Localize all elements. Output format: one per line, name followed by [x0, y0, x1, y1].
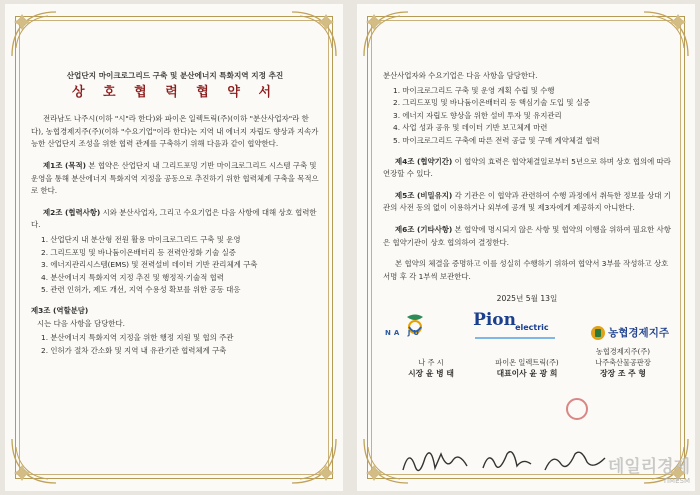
left-page-body — [31, 70, 319, 365]
signer-naju — [383, 346, 479, 379]
naju-city-logo — [385, 314, 445, 340]
corner-ornament-icon — [640, 8, 692, 60]
list-item: 2. 그리드포밍 및 바나듐이온배터리 등 전력안정화 기술 실증 — [41, 247, 236, 257]
article-3 — [31, 305, 319, 318]
signing-date: 2025년 5월 13일 — [496, 294, 558, 304]
signer-org: 농협경제지주(주) 나주축산물공판장 — [595, 346, 651, 367]
list-item: 2. 인허가 절차 간소화 및 지역 내 유관기관 협력체계 구축 — [41, 345, 227, 355]
corner-ornament-icon — [360, 8, 412, 60]
handwritten-signatures — [395, 440, 615, 482]
article-3-list-continued — [393, 85, 671, 148]
signer-name: 대표이사 윤 광 희 — [496, 368, 558, 378]
signer-org: 파이온 일렉트릭(주) — [495, 357, 559, 367]
right-page-body — [383, 70, 671, 379]
corner-ornament-icon — [288, 8, 340, 60]
agreement-title: 상 호 협 력 협 약 서 — [71, 84, 279, 100]
watermark-subtext: TIMESM — [662, 477, 690, 485]
list-item: 2. 그리드포밍 및 바나듐이온배터리 등 핵심기술 도입 및 실증 — [393, 98, 591, 108]
article-1 — [31, 160, 319, 198]
article-6 — [383, 224, 671, 249]
corner-ornament-icon — [8, 8, 60, 60]
partner-logos — [383, 309, 671, 340]
article-2-text: 시와 분산사업자, 그리고 수요기업은 다음 사항에 대해 상호 협력한다. — [31, 207, 317, 230]
pion-electric-logo — [473, 309, 563, 340]
pion-logo-underline — [475, 337, 555, 339]
corner-ornament-icon — [8, 435, 60, 487]
pion-logo-subtext: electric — [515, 322, 549, 332]
article-1-heading: 제1조 (목적) — [43, 160, 87, 170]
article-5 — [383, 190, 671, 215]
article-2-heading: 제2조 (협력사항) — [43, 207, 101, 217]
list-item: 3. 에너지관리시스템(EMS) 및 전력설비 데이터 기반 관리체계 구축 — [41, 260, 258, 270]
agreement-page-left — [5, 4, 343, 491]
list-item: 5. 관련 인허가, 제도 개선, 지역 수용성 확보를 위한 공동 대응 — [41, 285, 241, 295]
corner-ornament-icon — [288, 435, 340, 487]
article-6-heading: 제6조 (기타사항) — [395, 224, 453, 234]
list-item: 3. 에너지 자립도 향상을 위한 설비 투자 및 유지관리 — [393, 110, 562, 120]
signer-name: 장장 조 주 형 — [600, 368, 646, 378]
nh-logo — [591, 326, 669, 340]
article-3-text: 시는 다음 사항을 담당한다. — [37, 318, 125, 328]
article-2-list — [41, 234, 319, 297]
signer-nh — [575, 346, 671, 379]
list-item: 1. 분산에너지 특화지역 지정을 위한 행정 지원 및 협의 주관 — [41, 333, 234, 343]
article-2 — [31, 207, 319, 232]
list-item: 1. 산업단지 내 분산형 전원 활용 마이크로그리드 구축 및 운영 — [41, 234, 241, 244]
signer-pion — [479, 346, 575, 379]
article-4 — [383, 156, 671, 181]
watermark — [608, 452, 690, 485]
pion-logo-text: Pion — [473, 309, 517, 330]
list-item: 4. 사업 성과 공유 및 데이터 기반 보고체계 마련 — [393, 123, 548, 133]
agreement-subtitle: 산업단지 마이크로그리드 구축 및 분산에너지 특화지역 지정 추진 — [66, 71, 284, 80]
article-5-heading: 제5조 (비밀유지) — [395, 190, 453, 200]
list-item: 1. 마이크로그리드 구축 및 운영 계획 수립 및 수행 — [393, 85, 555, 95]
article-3-heading: 제3조 (역할분담) — [31, 305, 89, 315]
official-seal — [566, 398, 588, 420]
article-5-text: 각 기관은 이 협약과 관련하여 수행 과정에서 취득한 정보를 상대 기관의 사전 동의 없이 이용하거나 외부에 공개 및 제3자에게 제공하지 아니한다. — [383, 190, 671, 213]
list-item: 4. 분산에너지 특화지역 지정 추진 및 행정적·기술적 협력 — [41, 272, 224, 282]
closing-statement: 본 협약의 체결을 증명하고 이를 성실히 수행하기 위하여 협약서 3부를 작성하고 상호 서명 후 각 1부씩 보관한다. — [383, 259, 669, 281]
nh-logo-text: 농협경제지주 — [608, 326, 669, 339]
list-item: 5. 마이크로그리드 구축에 따른 전력 공급 및 구매 계약체결 협력 — [393, 135, 600, 145]
agreement-page-right — [357, 4, 695, 491]
article-3-list — [41, 332, 319, 357]
watermark-text: 데일리경제 — [607, 457, 690, 477]
article-4-text: 이 협약의 효력은 협약체결일로부터 5년으로 하며 상호 협의에 따라 연장할 수 있다. — [383, 156, 671, 179]
signatory-block — [383, 346, 671, 379]
signer-name: 시장 윤 병 태 — [408, 368, 454, 378]
article-6-text: 본 협약에 명시되지 않은 사항 및 협약의 이행을 위하여 필요한 사항은 협약기관이 상호 협의하여 결정한다. — [383, 224, 671, 247]
nh-mark-icon — [591, 326, 605, 340]
signer-org: 나 주 시 — [418, 357, 444, 367]
article-1-text: 본 협약은 산업단지 내 그리드포밍 기반 마이크로그리드 시스템 구축 및 운영을 통해 분산에너지 특화지역 지정을 공동으로 추진하기 위한 협력체계 구축을 목적으로 한다. — [31, 160, 319, 196]
article-4-heading: 제4조 (협약기간) — [395, 156, 453, 166]
article-3-continued: 분산사업자와 수요기업은 다음 사항을 담당한다. — [383, 71, 538, 80]
preamble: 전라남도 나주시(이하 "시"라 한다)와 파이온 일렉트릭(주)(이하 "분산사업자"라 한다), 농협경제지주(주)(이하 "수요기업"이라 한다)는 지역 내 에너지 자립도 향상과 지속가능한 산업단지 조성을 위한 협력 관계를 구축하기 위해 다음과 같이 협약한다. — [31, 114, 319, 149]
naju-logo-text: NA JU — [385, 329, 423, 338]
